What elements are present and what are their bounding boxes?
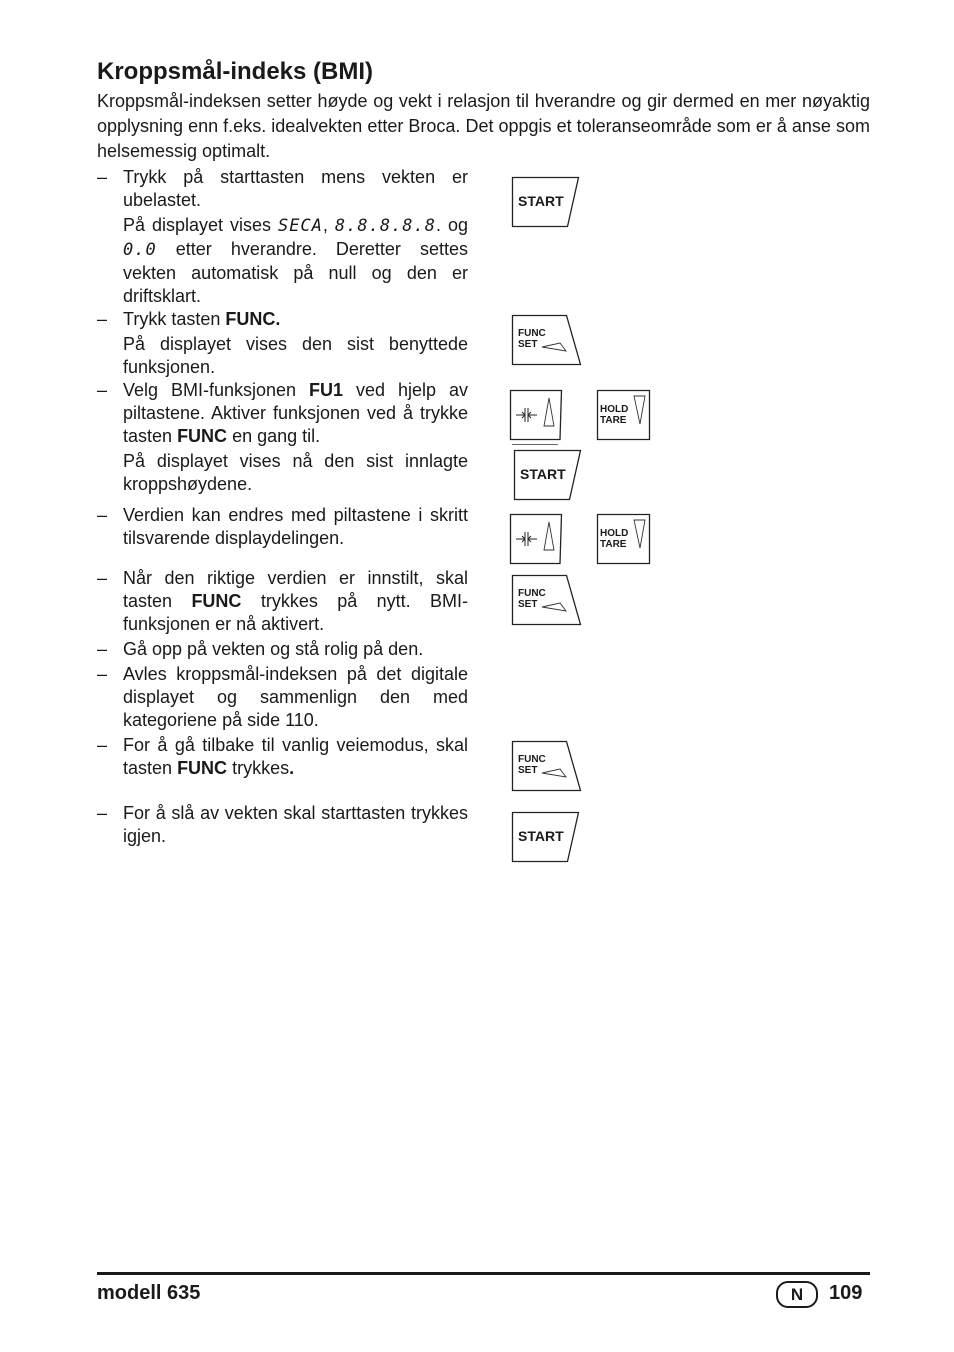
list-dash: – bbox=[97, 639, 108, 659]
start-key bbox=[514, 450, 582, 500]
lcd-seca: SECA bbox=[277, 216, 323, 236]
page-number: 109 bbox=[829, 1282, 863, 1304]
footer-model: modell 635 bbox=[97, 1282, 201, 1304]
language-badge: N bbox=[776, 1281, 818, 1308]
step-text: Trykk tasten FUNC. bbox=[123, 309, 281, 329]
list-item bbox=[97, 734, 468, 780]
start-key bbox=[512, 177, 580, 227]
step-text: Velg BMI-funksjonen FU1 ved hjelp av piltastene. Aktiver funksjonen ved å trykke tasten FUNC en gang til. bbox=[123, 380, 468, 446]
list-item bbox=[97, 663, 468, 732]
step-text: For å slå av vekten skal starttasten trykkes igjen. bbox=[123, 803, 468, 846]
instruction-list bbox=[97, 166, 468, 848]
list-item bbox=[97, 567, 468, 636]
key-divider bbox=[512, 444, 558, 445]
footer-rule bbox=[97, 1272, 870, 1275]
step-text: Verdien kan endres med piltastene i skritt tilsvarende displaydelingen. bbox=[123, 505, 468, 548]
hold-tare-key bbox=[597, 390, 650, 440]
func-key-label: FUNC SET bbox=[518, 754, 546, 776]
step-text: For å gå tilbake til vanlig veiemodus, skal tasten FUNC trykkes. bbox=[123, 735, 468, 778]
step-subtext: På displayet vises SECA, 8.8.8.8.8. og 0.0 etter hverandre. Deretter settes vekten automatisk på null og den er driftsklart. bbox=[123, 215, 468, 306]
start-key-label: START bbox=[518, 193, 564, 209]
step-subtext: På displayet vises den sist benyttede funksjonen. bbox=[123, 334, 468, 377]
start-key bbox=[512, 812, 580, 862]
arrow-key bbox=[510, 390, 562, 440]
tare-arrows-icon bbox=[510, 514, 562, 564]
list-item bbox=[97, 638, 468, 661]
lcd-zero: 0.0 bbox=[123, 240, 157, 260]
func-set-key bbox=[512, 315, 580, 365]
list-dash: – bbox=[97, 167, 108, 187]
hold-tare-key bbox=[597, 514, 650, 564]
list-dash: – bbox=[97, 380, 108, 400]
list-item bbox=[97, 308, 468, 379]
intro-paragraph: Kroppsmål-indeksen setter høyde og vekt i relasjon til hverandre og gir dermed en mer nøyaktig opplysning enn f.eks. idealvekten etter Broca. Det oppgis et toleranseområde som er å anse som helsemessig optimalt. bbox=[97, 91, 870, 161]
list-dash: – bbox=[97, 664, 108, 684]
start-key-label: START bbox=[520, 466, 566, 482]
step-text: Avles kroppsmål-indeksen på det digitale displayet og sammenlign den med kategoriene på side 110. bbox=[123, 664, 468, 730]
list-dash: – bbox=[97, 505, 108, 525]
step-text: Trykk på starttasten mens vekten er ubelastet. bbox=[123, 167, 468, 210]
list-dash: – bbox=[97, 568, 108, 588]
page-title: Kroppsmål-indeks (BMI) bbox=[97, 58, 374, 85]
start-key-label: START bbox=[518, 828, 564, 844]
hold-key-label: HOLD TARE bbox=[600, 404, 629, 426]
func-set-key bbox=[512, 575, 580, 625]
tare-arrows-icon bbox=[510, 390, 562, 440]
func-key-label: FUNC SET bbox=[518, 588, 546, 610]
list-item bbox=[97, 802, 468, 848]
list-item bbox=[97, 379, 468, 496]
func-key-label: FUNC SET bbox=[518, 328, 546, 350]
step-subtext: På displayet vises nå den sist innlagte kroppshøydene. bbox=[123, 451, 468, 494]
lcd-segments: 8.8.8.8.8 bbox=[334, 216, 437, 236]
step-text: Når den riktige verdien er innstilt, skal tasten FUNC trykkes på nytt. BMI-funksjonen er nå aktivert. bbox=[123, 568, 468, 634]
hold-key-label: HOLD TARE bbox=[600, 528, 629, 550]
list-dash: – bbox=[97, 309, 108, 329]
list-dash: – bbox=[97, 735, 108, 755]
list-item bbox=[97, 166, 468, 308]
arrow-key bbox=[510, 514, 562, 564]
list-item bbox=[97, 504, 468, 550]
func-set-key bbox=[512, 741, 580, 791]
list-dash: – bbox=[97, 803, 108, 823]
step-text: Gå opp på vekten og stå rolig på den. bbox=[123, 639, 424, 659]
